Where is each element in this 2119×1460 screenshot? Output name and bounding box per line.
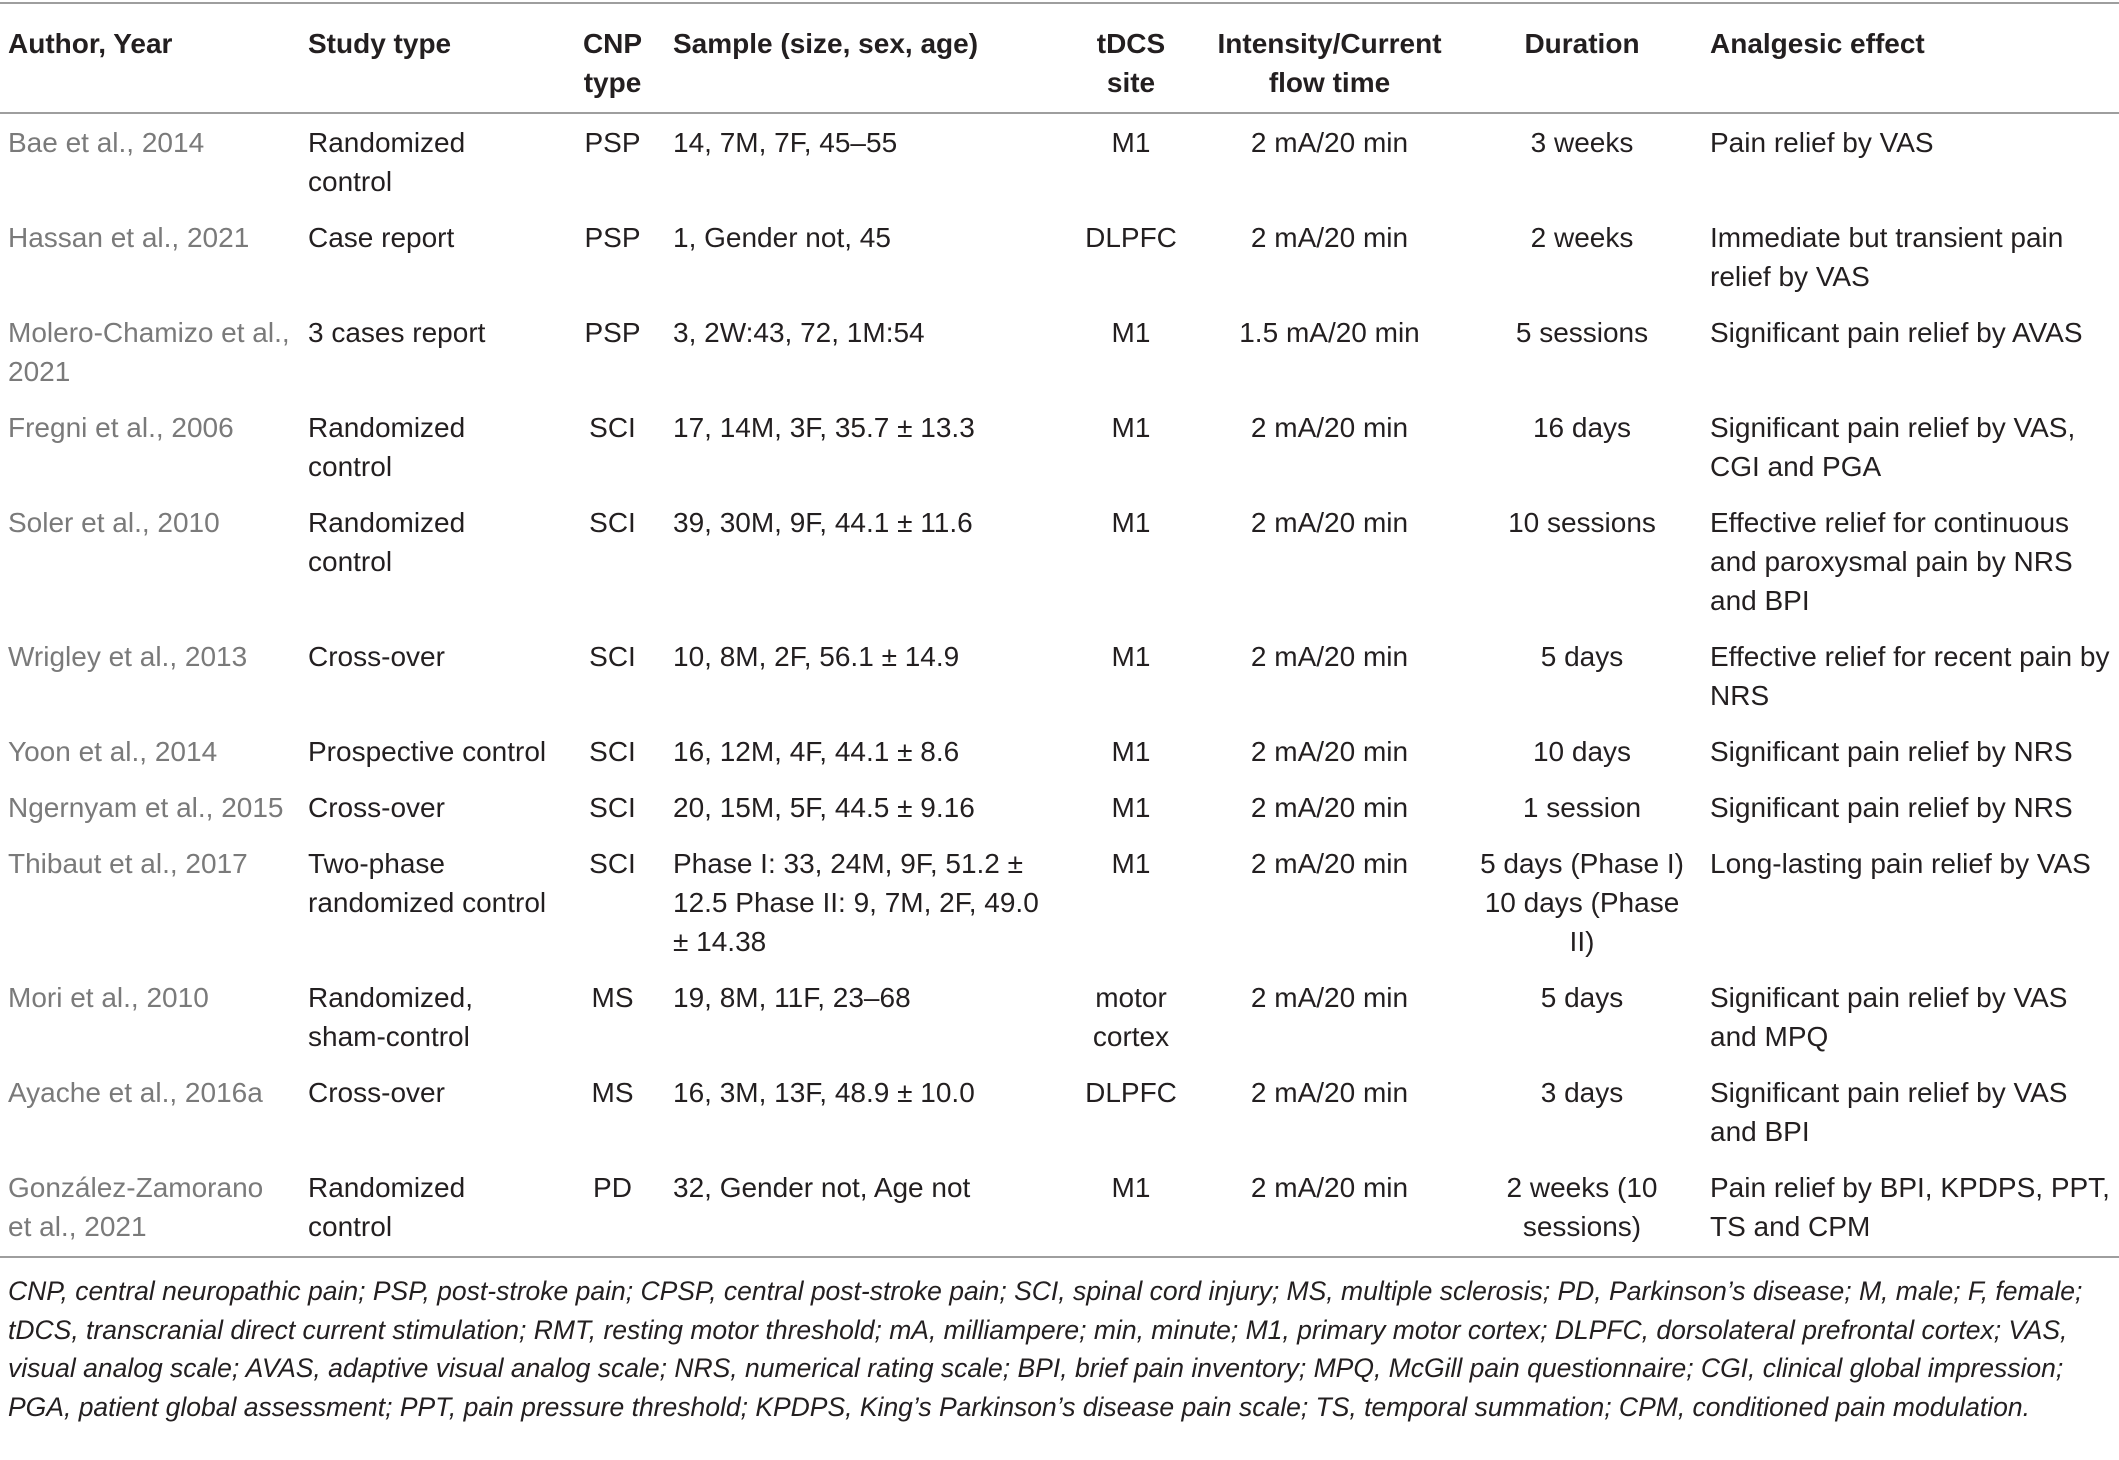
cell-duration: 1 session	[1522, 792, 1642, 823]
cell-analgesic-effect: Pain relief by VAS	[1710, 127, 1934, 158]
cell-study-type: Randomized control	[308, 127, 466, 197]
cell-duration: 5 days	[1540, 641, 1624, 672]
table-row	[0, 723, 2119, 779]
cell-intensity: 2 mA/20 min	[1250, 127, 1409, 158]
cell-study-type: Cross-over	[308, 641, 445, 672]
table-row	[0, 494, 2119, 628]
cell-analgesic-effect: Significant pain relief by VAS, CGI and PGA	[1710, 412, 2076, 482]
table-container	[0, 2, 2119, 1426]
header-intensity-line1: Intensity/Current	[1217, 28, 1442, 59]
cell-analgesic-effect: Effective relief for recent pain by NRS	[1710, 641, 2110, 711]
cell-cnp-type: PSP	[584, 317, 641, 348]
table-row	[0, 399, 2119, 494]
cell-intensity: 2 mA/20 min	[1250, 412, 1409, 443]
cell-cnp-type: PSP	[584, 127, 641, 158]
header-tdcs-site	[1065, 4, 1197, 113]
cell-study-type: Prospective control	[308, 736, 547, 767]
cell-duration: 2 weeks	[1530, 222, 1634, 253]
cell-author: Wrigley et al., 2013	[8, 641, 248, 672]
cell-tdcs-site: M1	[1111, 848, 1151, 879]
cell-sample: 16, 12M, 4F, 44.1 ± 8.6	[673, 736, 960, 767]
header-site-line2: site	[1106, 67, 1156, 98]
cell-analgesic-effect: Significant pain relief by NRS	[1710, 792, 2073, 823]
cell-tdcs-site: M1	[1111, 412, 1151, 443]
cell-duration: 10 sessions	[1508, 507, 1656, 538]
cell-intensity: 2 mA/20 min	[1250, 736, 1409, 767]
cell-study-type: Randomized, sham-control	[308, 982, 473, 1052]
cell-analgesic-effect: Immediate but transient pain relief by VAS	[1710, 222, 2064, 292]
cell-tdcs-site: DLPFC	[1085, 222, 1177, 253]
cell-sample: 3, 2W:43, 72, 1M:54	[673, 317, 925, 348]
study-table	[0, 4, 2119, 1258]
cell-tdcs-site: M1	[1111, 792, 1151, 823]
cell-analgesic-effect: Significant pain relief by VAS and BPI	[1710, 1077, 2068, 1147]
cell-duration: 3 days	[1540, 1077, 1624, 1108]
cell-cnp-type: MS	[591, 1077, 634, 1108]
header-intensity-line2: flow time	[1268, 67, 1391, 98]
cell-intensity: 2 mA/20 min	[1250, 792, 1409, 823]
cell-duration: 5 days	[1540, 982, 1624, 1013]
header-cnp-line1: CNP	[582, 28, 643, 59]
header-site-line1: tDCS	[1096, 28, 1166, 59]
cell-author: Bae et al., 2014	[8, 127, 205, 158]
table-row	[0, 835, 2119, 969]
cell-duration: 3 weeks	[1530, 127, 1634, 158]
cell-cnp-type: SCI	[589, 507, 636, 538]
cell-sample: 39, 30M, 9F, 44.1 ± 11.6	[673, 507, 973, 538]
cell-intensity: 2 mA/20 min	[1197, 1159, 1462, 1257]
cell-sample: 32, Gender not, Age not	[665, 1159, 1065, 1257]
cell-study-type: Cross-over	[308, 792, 445, 823]
cell-cnp-type: SCI	[589, 641, 636, 672]
cell-sample: 16, 3M, 13F, 48.9 ± 10.0	[673, 1077, 975, 1108]
cell-cnp-type: PD	[560, 1159, 665, 1257]
cell-duration: 16 days	[1532, 412, 1632, 443]
cell-intensity: 2 mA/20 min	[1250, 641, 1409, 672]
cell-analgesic-effect: Significant pain relief by AVAS	[1710, 317, 2083, 348]
cell-tdcs-site: M1	[1111, 736, 1151, 767]
header-sample: Sample (size, sex, age)	[665, 4, 1065, 113]
table-row	[0, 628, 2119, 723]
header-study-type: Study type	[300, 4, 560, 113]
cell-tdcs-site: M1	[1111, 317, 1151, 348]
cell-study-type: Two-phase randomized control	[308, 848, 547, 918]
cell-analgesic-effect: Pain relief by BPI, KPDPS, PPT, TS and CPM	[1702, 1159, 2119, 1257]
cell-author: Hassan et al., 2021	[8, 222, 250, 253]
header-author: Author, Year	[0, 4, 300, 113]
cell-author: Fregni et al., 2006	[8, 412, 234, 443]
cell-sample: 14, 7M, 7F, 45–55	[673, 127, 898, 158]
cell-intensity: 2 mA/20 min	[1250, 848, 1409, 879]
cell-sample: 19, 8M, 11F, 23–68	[673, 982, 911, 1013]
cell-cnp-type: MS	[591, 982, 634, 1013]
cell-author: Molero-Chamizo et al., 2021	[8, 317, 290, 387]
header-analgesic-effect: Analgesic effect	[1702, 4, 2119, 113]
table-footnote: CNP, central neuropathic pain; PSP, post-stroke pain; CPSP, central post-stroke pain; SCI, spinal cord injury; MS, multiple sclerosis; PD, Parkinson’s disease; M, male; F, female; tDCS, transcranial direct current stimulation; RMT, resting motor threshold; mA, milliampere; min, minute; M1, primary motor cortex; DLPFC, dorsolateral prefrontal cortex; VAS, visual analog scale; AVAS, adaptive visual analog scale; NRS, numerical rating scale; BPI, brief pain inventory; MPQ, McGill pain questionnaire; CGI, clinical global impression; PGA, patient global assessment; PPT, pain pressure threshold; KPDPS, King’s Parkinson’s disease pain scale; TS, temporal summation; CPM, conditioned pain modulation.	[8, 1276, 2083, 1422]
cell-author: Soler et al., 2010	[8, 507, 220, 538]
header-intensity	[1197, 4, 1462, 113]
cell-duration: 10 days	[1532, 736, 1632, 767]
cell-cnp-type: SCI	[589, 736, 636, 767]
cell-analgesic-effect: Long-lasting pain relief by VAS	[1710, 848, 2091, 879]
cell-intensity: 2 mA/20 min	[1250, 507, 1409, 538]
cell-intensity: 2 mA/20 min	[1250, 982, 1409, 1013]
header-duration: Duration	[1462, 4, 1702, 113]
cell-sample: 1, Gender not, 45	[673, 222, 891, 253]
table-row	[0, 779, 2119, 835]
cell-intensity: 2 mA/20 min	[1250, 1077, 1409, 1108]
cell-study-type: Case report	[308, 222, 455, 253]
cell-intensity: 1.5 mA/20 min	[1239, 317, 1420, 348]
cell-sample: Phase I: 33, 24M, 9F, 51.2 ± 12.5 Phase II: 9, 7M, 2F, 49.0 ± 14.38	[673, 848, 1039, 957]
cell-study-type: Cross-over	[308, 1077, 445, 1108]
cell-author: Ngernyam et al., 2015	[8, 792, 284, 823]
table-body	[0, 113, 2119, 1257]
cell-study-type: Randomized control	[308, 507, 466, 577]
cell-sample: 20, 15M, 5F, 44.5 ± 9.16	[673, 792, 975, 823]
cell-study-type: Randomized control	[300, 1159, 560, 1257]
table-row	[0, 969, 2119, 1064]
cell-tdcs-site: M1	[1111, 127, 1151, 158]
table-row	[0, 1159, 2119, 1257]
cell-analgesic-effect: Significant pain relief by NRS	[1710, 736, 2073, 767]
cell-sample: 10, 8M, 2F, 56.1 ± 14.9	[673, 641, 960, 672]
table-row	[0, 113, 2119, 209]
cell-cnp-type: SCI	[589, 792, 636, 823]
cell-analgesic-effect: Significant pain relief by VAS and MPQ	[1710, 982, 2068, 1052]
header-cnp-line2: type	[583, 67, 642, 98]
cell-duration: 5 days (Phase I) 10 days (Phase II)	[1480, 848, 1684, 957]
cell-analgesic-effect: Effective relief for continuous and paroxysmal pain by NRS and BPI	[1710, 507, 2073, 616]
cell-tdcs-site: motor cortex	[1092, 982, 1170, 1052]
cell-tdcs-site: M1	[1111, 641, 1151, 672]
cell-author: Thibaut et al., 2017	[8, 848, 248, 879]
cell-study-type: 3 cases report	[308, 317, 486, 348]
header-cnp-type	[560, 4, 665, 113]
cell-author: Ayache et al., 2016a	[8, 1077, 263, 1108]
cell-cnp-type: SCI	[589, 848, 636, 879]
cell-duration: 2 weeks (10 sessions)	[1462, 1159, 1702, 1257]
cell-intensity: 2 mA/20 min	[1250, 222, 1409, 253]
cell-author: Yoon et al., 2014	[8, 736, 218, 767]
cell-sample: 17, 14M, 3F, 35.7 ± 13.3	[673, 412, 975, 443]
table-row	[0, 304, 2119, 399]
cell-tdcs-site: M1	[1065, 1159, 1197, 1257]
cell-tdcs-site: M1	[1111, 507, 1151, 538]
table-row	[0, 1064, 2119, 1159]
cell-cnp-type: SCI	[589, 412, 636, 443]
cell-duration: 5 sessions	[1515, 317, 1649, 348]
cell-author: Mori et al., 2010	[8, 982, 209, 1013]
table-row	[0, 209, 2119, 304]
cell-study-type: Randomized control	[308, 412, 466, 482]
cell-cnp-type: PSP	[584, 222, 641, 253]
cell-author: González-Zamorano et al., 2021	[0, 1159, 300, 1257]
header-row	[0, 4, 2119, 113]
cell-tdcs-site: DLPFC	[1085, 1077, 1177, 1108]
